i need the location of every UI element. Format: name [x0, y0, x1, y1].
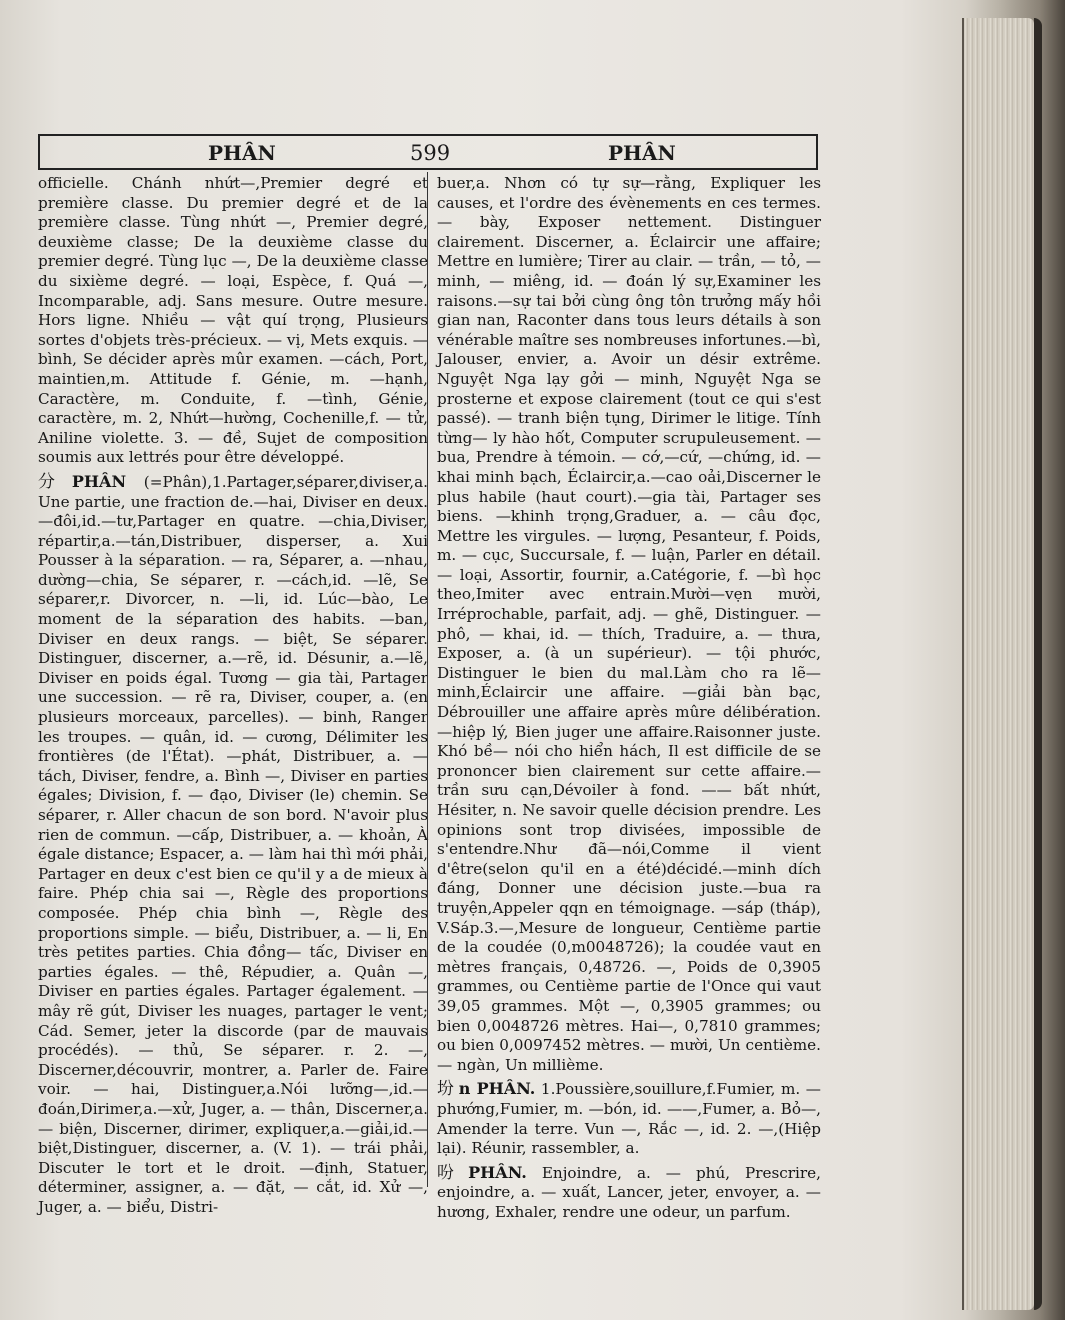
right-column	[437, 174, 821, 1221]
page-header	[38, 134, 818, 170]
header-left-word: PHÂN	[208, 141, 276, 165]
column-divider	[427, 172, 428, 1187]
header-right-word: PHÂN	[608, 141, 676, 165]
page-number: 599	[410, 141, 451, 165]
entry-character: 坋	[437, 1079, 455, 1100]
entry-headword: PHÂN	[71, 471, 127, 491]
entry-phan-3	[437, 1163, 821, 1223]
entry-phan-1	[38, 472, 428, 1218]
entry-character: 分	[38, 471, 68, 492]
entry-text: 1.Poussière,souillure,f.Fumier, m. —phướng,Fumier, m. —bón, id. ——,Fumer, a. Bỏ—, Amender la terre. Vun —, Rắc —, id. 2. —,(Hiệp lại). Réunir, rassembler, a.	[437, 1080, 821, 1158]
left-column	[38, 174, 428, 1216]
entry-text: (=Phân),1.Partager,séparer,diviser,a. Une partie, une fraction de.—hai, Diviser en deux. —đôi,id.—tư,Partager en quatre. —chia,Diviser, répartir,a.—tán,Distribuer, disperser, a. Xui Pousser à la séparation. — ra, Séparer, a. —nhau, dường—chia, Se séparer, r. —cách,id. —lẽ, Se séparer,r. Divorcer, n. —li, id. Lúc—bào, Le moment de la séparation des habits. —ban, Diviser en deux rangs. — biệt, Se séparer. Distinguer, discerner, a.—rẽ, id. Désunir, a.—lẽ, Diviser en poids égal. Tương — gia tài, Partager une succession. — rẽ ra, Diviser, couper, a. (en plusieurs morceaux, parcelles). — binh, Ranger les troupes. — quân, id. — cương, Délimiter les frontières (de l'État). —phát, Distribuer, a. — tách, Diviser, fendre, a. Bình —, Diviser en parties égales; Division, f. — đạo, Diviser (le) chemin. Se séparer, r. Aller chacun de son bord. N'avoir plus rien de commun. —cấp, Distribuer, a. — khoản, À égale distance; Espacer, a. — làm hai thì mới phải, Partager en deux c'est bien ce qu'il y a de mieux à faire. Phép chia sai —, Règle des proportions composée. Phép chia bình —, Règle des proportions simple. — biểu, Distribuer, a. — li, En très petites parties. Chia đồng— tấc, Diviser en parties égales. — thê, Répudier, a. Quân —, Diviser en parties égales. Partager également. — mây rẽ gút, Diviser les nuages, partager le vent; Cád. Semer, jeter la discorde (par de mauvais procédés). — thủ, Se séparer. r. 2. —, Discerner,découvrir, montrer, a. Parler de. Faire voir. — hai, Distinguer,a.Nói lưỡng—,id.—đoán,Dirimer,a.—xử, Juger, a. — thân, Discerner,a. — biện, Discerner, dirimer, expliquer,a.—giải,id.— biệt,Distinguer, discerner, a. (V. 1). — trái phải, Discuter le tort et le droit. —định, Statuer, déterminer, assigner, a. — đặt, — cắt, id. Xử —, Juger, a. — biểu, Distri-	[38, 472, 428, 1216]
entry-headword: n PHÂN.	[458, 1079, 536, 1099]
left-paragraph: officielle. Chánh nhứt—,Premier degré et première classe. Du premier degré et de la première classe. Tùng nhứt —, Premier degré, deuxième classe; De la deuxième classe du premier degré. Tùng lục —, De la deuxième classe du sixième degré. — loại, Espèce, f. Quá —, Incomparable, adj. Sans mesure. Outre mesure. Hors ligne. Nhiều — vật quí trọng, Plusieurs sortes d'objets très-précieux. — vị, Mets exquis. —bình, Se décider après mûr examen. —cách, Port, maintien,m. Attitude f. Génie, m. —hạnh, Caractère, m. Conduite, f. —tình, Génie, caractère, m. 2, Nhứt—hường, Cochenille,f. — tử, Aniline violette. 3. — đề, Sujet de composition soumis aux lettrés pour être développé.	[38, 174, 428, 467]
entry-phan-2	[437, 1079, 821, 1158]
page-edge	[962, 18, 1034, 1310]
entry-headword: PHÂN.	[468, 1162, 527, 1182]
entry-text: Enjoindre, a. — phú, Prescrire, enjoindre, a. — xuất, Lancer, jeter, envoyer, a. — hương, Exhaler, rendre une odeur, un parfum.	[437, 1163, 821, 1221]
entry-character: 吩	[437, 1162, 465, 1183]
right-paragraph: buer,a. Nhơn có tự sự—rằng, Expliquer les causes, et l'ordre des évènements en ces termes. — bày, Exposer nettement. Distinguer clairement. Discerner, a. Éclaircir une affaire; Mettre en lumière; Tirer au clair. — trần, — tỏ, — minh, — miêng, id. — đoán lý sự,Examiner les raisons.—sự tai bởi cùng ông tôn trưởng mấy hồi gian nan, Raconter dans tous leurs détails à son vénérable maître ses nombreuses infortunes.—bì, Jalouser, envier, a. Avoir un désir extrême. Nguyệt Nga lạy gởi — minh, Nguyệt Nga se prosterne et expose clairement (tout ce qui s'est passé). — tranh biện tụng, Dirimer le litige. Tính từng— ly hào hốt, Computer scrupuleusement. — bua, Prendre à témoin. — cớ,—cứ, —chứng, id. —khai minh bạch, Éclaircir,a.—cao oải,Discerner le plus habile (haut court).—gia tài, Partager ses biens. —khinh trọng,Graduer, a. — câu đọc, Mettre les virgules. — lượng, Pesanteur, f. Poids, m. — cục, Succursale, f. — luận, Parler en détail. — loại, Assortir, fournir, a.Catégorie, f. —bì học theo,Imiter avec entrain.Mười—vẹn mười, Irréprochable, parfait, adj. — ghẽ, Distinguer. — phô, — khai, id. — thích, Traduire, a. — thưa, Exposer, a. (à un supérieur). — tội phước, Distinguer le bien du mal.Làm cho ra lẽ—minh,Éclaircir une affaire. —giải bàn bạc, Débrouiller une affaire après mûre délibération. —hiệp lý, Bien juger une affaire.Raisonner juste. Khó bề— nói cho hiển hách, Il est difficile de se prononcer bien clairement sur cette affaire.—trần sưu cạn,Dévoiler à fond. —— bất nhứt, Hésiter, n. Ne savoir quelle décision prendre. Les opinions sont trop divisées, impossible de s'entendre.Như đã—nói,Comme il vient d'être(selon qu'il en a été)décidé.—minh dích đáng, Donner une décision juste.—bua ra truyện,Appeler qqn en témoignage. —sáp (tháp), V.Sáp.3.—,Mesure de longueur, Centième partie de la coudée (0,m0048726); la coudée vaut en mètres français, 0,48726. —, Poids de 0,3905 grammes, ou Centième partie de l'Once qui vaut 39,05 grammes. Một —, 0,3905 grammes; ou bien 0,0048726 mètres. Hai—, 0,7810 grammes; ou bien 0,0097452 mètres. — mười, Un centième.— ngàn, Un millième.	[437, 174, 821, 1074]
